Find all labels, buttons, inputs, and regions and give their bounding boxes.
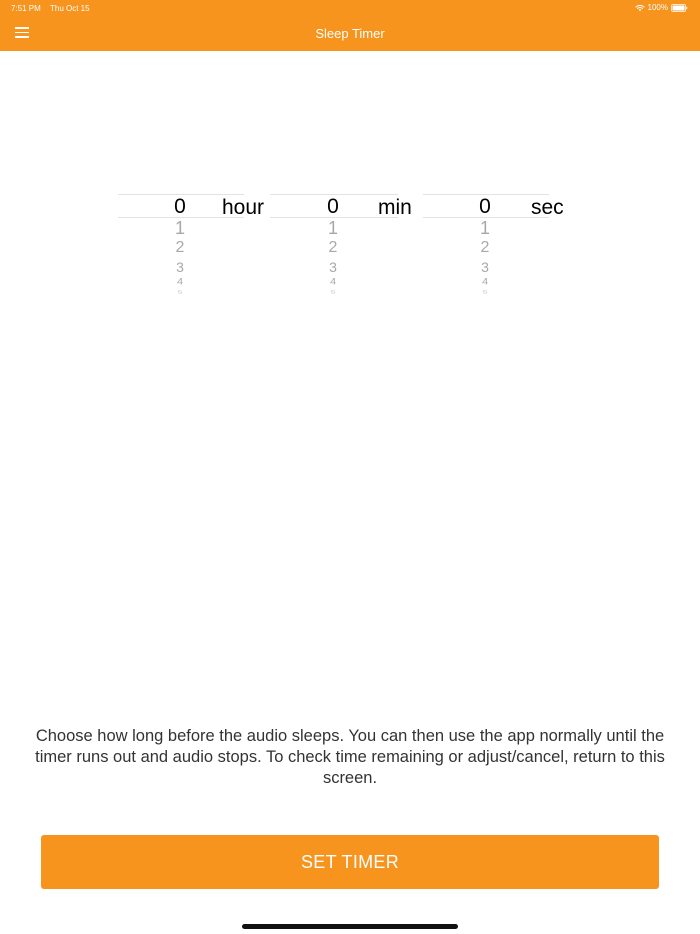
minute-option[interactable]: 3 (329, 259, 337, 275)
minute-option[interactable]: 1 (327, 218, 338, 238)
home-indicator[interactable] (242, 924, 458, 929)
set-timer-button[interactable] (41, 835, 659, 889)
minute-option[interactable]: 2 (328, 239, 338, 256)
description-text: Choose how long before the audio sleeps. You can then use the app normally until the timer runs out and audio stops. To check time remaining or adjust/cancel, return to this screen. (35, 727, 665, 787)
minute-selected-value: 0 (327, 195, 339, 218)
second-unit-label: sec (531, 196, 564, 219)
nav-bar (0, 0, 700, 51)
wifi-icon (635, 4, 645, 12)
set-timer-button-label: SET TIMER (300, 851, 400, 872)
hour-unit-label: hour (222, 196, 265, 219)
status-time: 7:51 PM (11, 4, 41, 13)
second-option[interactable]: 4 (481, 277, 489, 287)
status-indicators (635, 3, 688, 12)
page-title: Sleep Timer (315, 26, 385, 41)
hour-option[interactable]: 1 (174, 218, 185, 238)
battery-icon (671, 4, 688, 12)
minute-picker[interactable] (270, 192, 420, 300)
minute-unit-label: min (378, 196, 412, 219)
hour-option[interactable]: 2 (175, 239, 185, 256)
hour-option[interactable]: 3 (176, 259, 184, 275)
minute-option[interactable]: 5 (330, 289, 336, 295)
hour-picker[interactable] (118, 192, 268, 300)
hour-selected-value: 0 (174, 195, 186, 218)
battery-percent: 100% (647, 3, 668, 12)
second-option[interactable]: 1 (479, 218, 490, 238)
hour-option[interactable]: 4 (176, 277, 184, 287)
status-date: Thu Oct 15 (50, 4, 90, 13)
hour-option[interactable]: 5 (177, 289, 183, 295)
second-picker[interactable] (423, 192, 573, 300)
second-option[interactable]: 3 (481, 259, 489, 275)
minute-option[interactable]: 4 (329, 277, 337, 287)
second-option[interactable]: 5 (482, 289, 488, 295)
second-option[interactable]: 2 (480, 239, 490, 256)
second-selected-value: 0 (479, 195, 491, 218)
